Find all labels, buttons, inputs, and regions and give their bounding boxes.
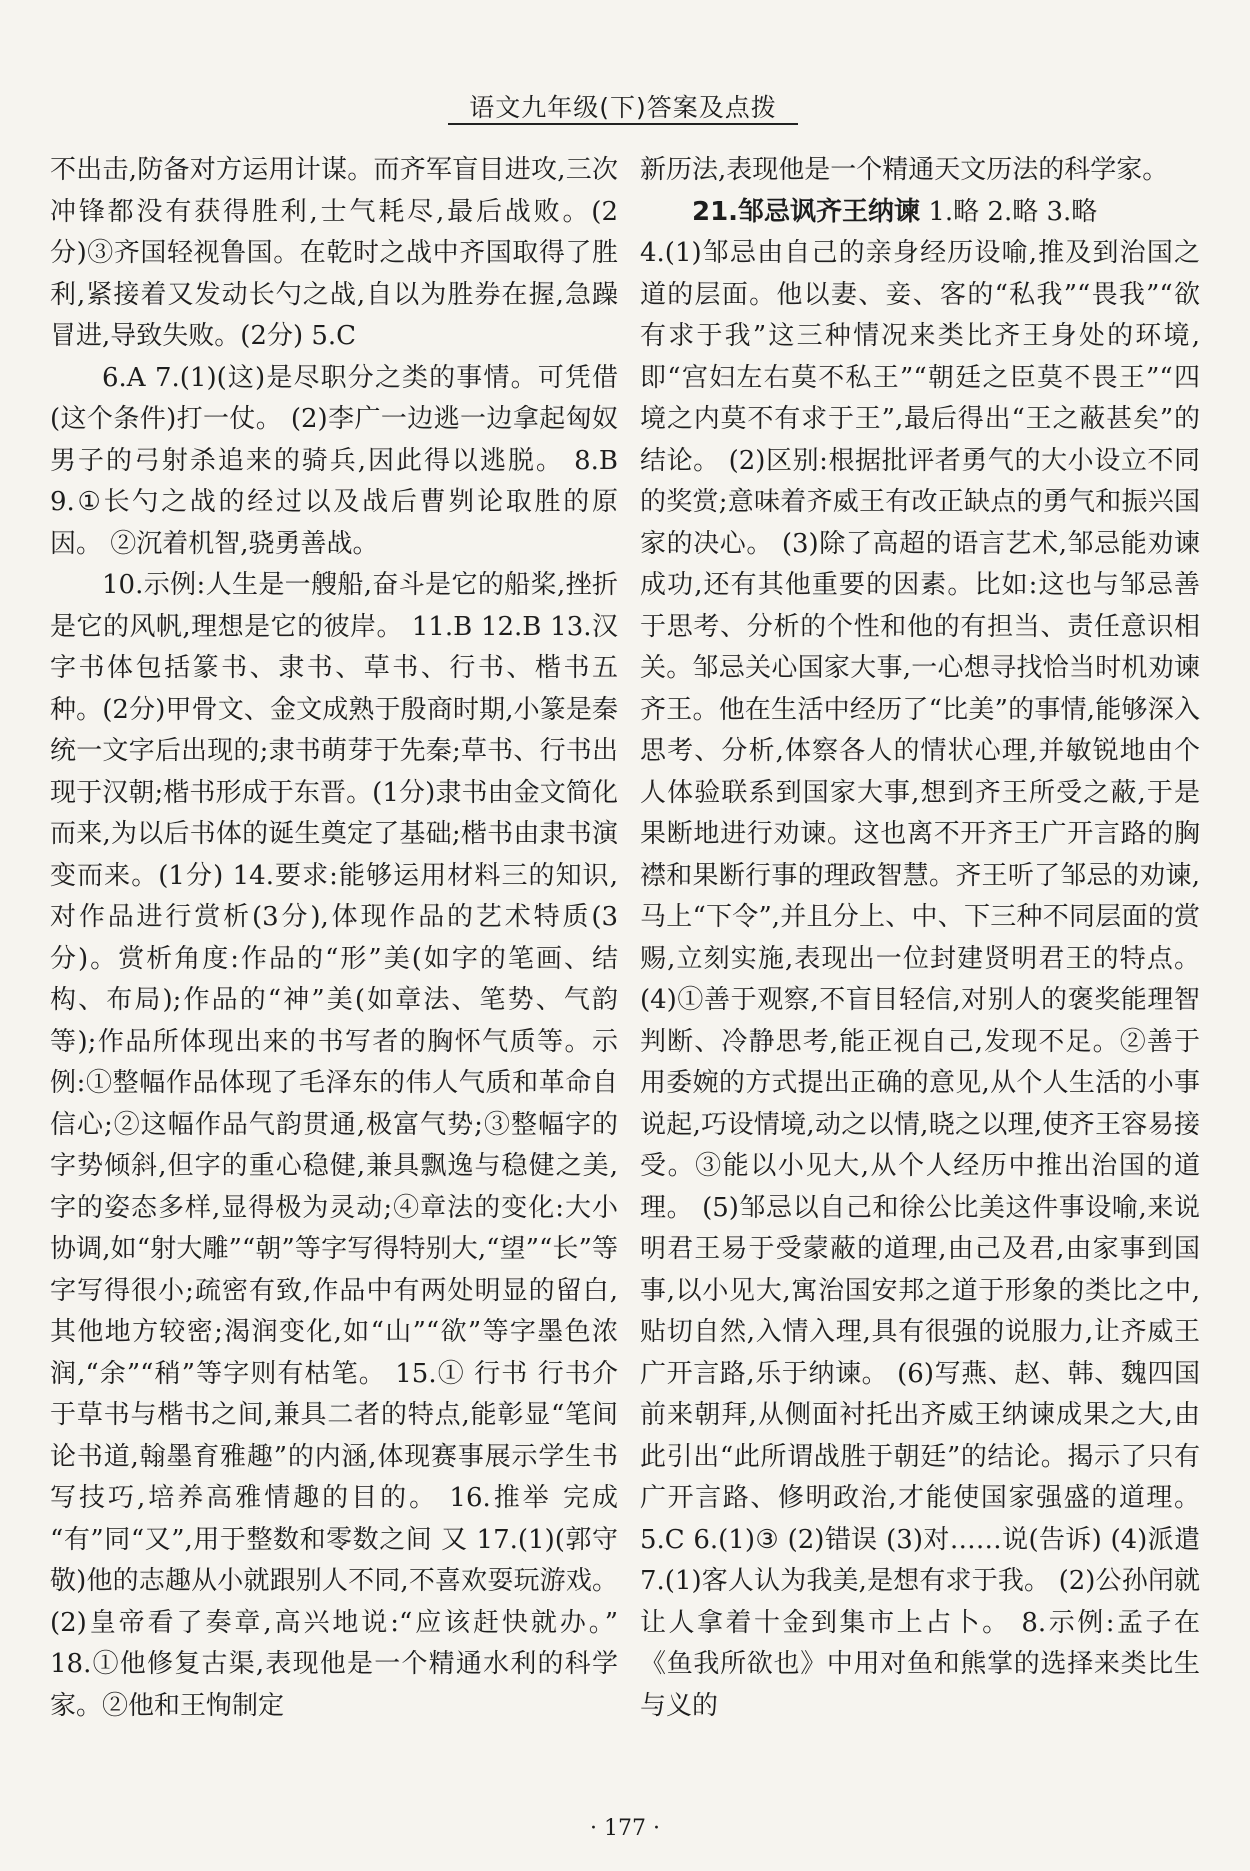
- paragraph: 4.(1)邹忌由自己的亲身经历设喻,推及到治国之道的层面。他以妻、妾、客的“私我”“畏我”“欲有求于我”这三种情况来类比齐王身处的环境,即“宫妇左右莫不私王”“朝廷之臣莫不畏王”“四境之内莫不有求于王”,最后得出“王之蔽甚矣”的结论。 (2)区别:根据批评者勇气的大小设立不同的奖赏;意味着齐威王有改正缺点的勇气和振兴国家的决心。 (3)除了高超的语言艺术,邹忌能劝谏成功,还有其他重要的因素。比如:这也与邹忌善于思考、分析的个性和他的有担当、责任意识相关。邹忌关心国家大事,一心想寻找恰当时机劝谏齐王。他在生活中经历了“比美”的事情,能够深入思考、分析,体察各人的情状心理,并敏锐地由个人体验联系到国家大事,想到齐王所受之蔽,于是果断地进行劝谏。这也离不开齐王广开言路的胸襟和果断行事的理政智慧。齐王听了邹忌的劝谏,马上“下令”,并且分上、中、下三种不同层面的赏赐,立刻实施,表现出一位封建贤明君王的特点。 (4)①善于观察,不盲目轻信,对别人的褒奖能理智判断、冷静思考,能正视自己,发现不足。②善于用委婉的方式提出正确的意见,从个人生活的小事说起,巧设情境,动之以情,晓之以理,使齐王容易接受。③能以小见大,从个人经历中推出治国的道理。 (5)邹忌以自己和徐公比美这件事设喻,来说明君王易于受蒙蔽的道理,由己及君,由家事到国事,以小见大,寓治国安邦之道于形象的类比之中,贴切自然,入情入理,具有很强的说服力,让齐威王广开言路,乐于纳谏。 (6)写燕、赵、韩、魏四国前来朝拜,从侧面衬托出齐威王纳谏成果之大,由此引出“此所谓战胜于朝廷”的结论。揭示了只有广开言路、修明政治,才能使国家强盛的道理。 5.C 6.(1)③ (2)错误 (3)对……说(告诉) (4)派遣 7.(1)客人认为我美,是想有求于我。 (2)公孙闬就让人拿着十金到集市上占卜。 8.示例:孟子在《鱼我所欲也》中用对鱼和熊掌的选择来类比生与义的: [640, 238, 1200, 1721]
- page-header-title: 语文九年级(下)答案及点拨: [469, 93, 777, 122]
- section-title: 21.邹忌讽齐王纳谏: [692, 196, 921, 227]
- paragraph: 不出击,防备对方运用计谋。而齐军盲目进攻,三次冲锋都没有获得胜利,士气耗尽,最后战败。(2分)③齐国轻视鲁国。在乾时之战中齐国取得了胜利,紧接着又发动长勺之战,自以为胜券在握,急躁冒进,导致失败。(2分) 5.C: [50, 155, 618, 351]
- page-number: · 177 ·: [590, 1816, 660, 1841]
- right-column: [640, 150, 1200, 1727]
- paragraph: 10.示例:人生是一艘船,奋斗是它的船桨,挫折是它的风帆,理想是它的彼岸。 11.B 12.B 13.汉字书体包括篆书、隶书、草书、行书、楷书五种。(2分)甲骨文、金文成熟于殷商时期,小篆是秦统一文字后出现的;隶书萌芽于先秦;草书、行书出现于汉朝;楷书形成于东晋。(1分)隶书由金文简化而来,为以后书体的诞生奠定了基础;楷书由隶书演变而来。(1分) 14.要求:能够运用材料三的知识,对作品进行赏析(3分),体现作品的艺术特质(3分)。赏析角度:作品的“形”美(如字的笔画、结构、布局);作品的“神”美(如章法、笔势、气韵等);作品所体现出来的书写者的胸怀气质等。示例:①整幅作品体现了毛泽东的伟人气质和革命自信心;②这幅作品气韵贯通,极富气势;③整幅字的字势倾斜,但字的重心稳健,兼具飘逸与稳健之美,字的姿态多样,显得极为灵动;④章法的变化:大小协调,如“射大雕”“朝”等字写得特别大,“望”“长”等字写得很小;疏密有致,作品中有两处明显的留白,其他地方较密;渴润变化,如“山”“欲”等字墨色浓润,“余”“稍”等字则有枯笔。 15.① 行书 行书介于草书与楷书之间,兼具二者的特点,能彰显“笔间论书道,翰墨育雅趣”的内涵,体现赛事展示学生书写技巧,培养高雅情趣的目的。 16.推举 完成 “有”同“又”,用于整数和零数之间 又 17.(1)(郭守敬)他的志趣从小就跟别人不同,不喜欢耍玩游戏。 (2)皇帝看了奏章,高兴地说:“应该赶快就办。” 18.①他修复古渠,表现他是一个精通水利的科学家。②他和王恂制定: [50, 570, 618, 1721]
- paragraph: 6.A 7.(1)(这)是尽职分之类的事情。可凭借(这个条件)打一仗。 (2)李广一边逃一边拿起匈奴男子的弓射杀追来的骑兵,因此得以逃脱。 8.B 9.①长勺之战的经过以及战后曹刿论取胜的原因。 ②沉着机智,骁勇善战。: [50, 362, 618, 559]
- left-column: [50, 150, 618, 1727]
- section-heading-line: [640, 192, 1200, 234]
- paragraph: 新历法,表现他是一个精通天文历法的科学家。: [640, 155, 1169, 185]
- header-rule: [448, 123, 798, 125]
- section-answers: 1.略 2.略 3.略: [920, 196, 1098, 227]
